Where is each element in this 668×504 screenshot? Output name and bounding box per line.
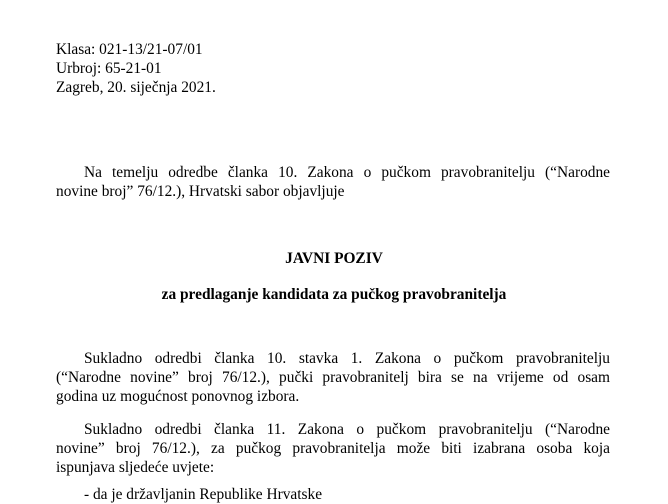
paragraph-term (56, 349, 610, 406)
document-subtitle: za predlaganje kandidata za pučkog pravobranitelja (161, 286, 507, 303)
intro-line-1: Na temelju odredbe članka 10. Zakona o pučkom pravobranitelju (“Narodne (84, 164, 610, 181)
paragraph-term-line-1: Sukladno odredbi članka 10. stavka 1. Zakona o pučkom pravobranitelju (84, 350, 610, 367)
document-title: JAVNI POZIV (285, 250, 383, 267)
urbroj-line: Urbroj: 65-21-01 (56, 60, 162, 77)
paragraph-conditions-line-3: ispunjava sljedeće uvjete: (56, 459, 215, 476)
document-header (56, 40, 216, 97)
paragraph-conditions-line-1: Sukladno odredbi članka 11. Zakona o pučkom pravobranitelju (“Narodne (84, 421, 610, 438)
klasa-line: Klasa: 021-13/21-07/01 (56, 41, 203, 58)
paragraph-term-line-3: godina uz mogućnost ponovnog izbora. (56, 388, 300, 405)
intro-line-2: novine broj” 76/12.), Hrvatski sabor objavljuje (56, 183, 345, 200)
paragraph-conditions-line-2: novine” broj 76/12.), za pučkog pravobranitelja može biti izabrana osoba koja (56, 440, 610, 457)
intro-paragraph (56, 163, 610, 201)
cut-off-condition-line: - da je državljanin Republike Hrvatske (84, 486, 323, 503)
paragraph-term-line-2: (“Narodne novine” broj 76/12.), pučki pravobranitelj bira se na vrijeme od osam (56, 369, 610, 386)
place-date-line: Zagreb, 20. siječnja 2021. (56, 79, 216, 96)
paragraph-conditions (56, 420, 610, 477)
